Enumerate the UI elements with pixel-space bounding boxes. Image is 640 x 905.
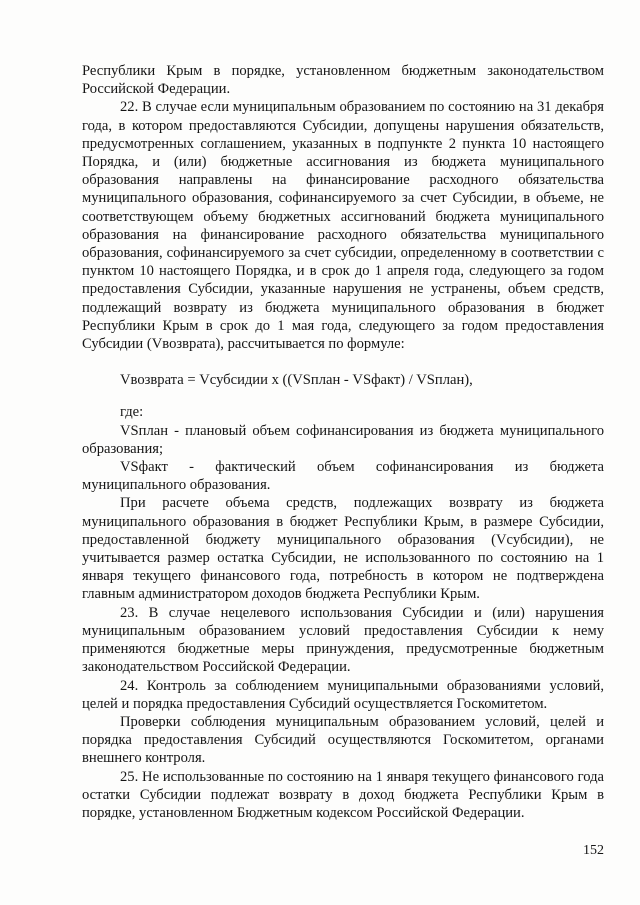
paragraph-23: 23. В случае нецелевого использования Субсидии и (или) нарушения муниципальным образованием условий предоставления Субсидии к нему применяются бюджетные меры принуждения, предусмотренные бюджетным законодательством Российской Федерации. <box>82 604 604 676</box>
paragraph-24: 24. Контроль за соблюдением муниципальными образованиями условий, целей и порядка предоставления Субсидий осуществляется Госкомитетом. <box>82 677 604 712</box>
formula-where-label: где: <box>120 404 144 421</box>
paragraph-25: 25. Не использованные по состоянию на 1 января текущего финансового года остатки Субсидии подлежат возврату в доход бюджета Республики Крым в порядке, установленном Бюджетным кодексом Российской Федерации. <box>82 768 604 821</box>
definition-vs-fact: VSфакт - фактический объем софинансирования из бюджета муниципального образования. <box>82 459 604 494</box>
page-number: 152 <box>583 843 604 858</box>
paragraph-inspections: Проверки соблюдения муниципальным образованием условий, целей и порядка предоставления Субсидий осуществляются Госкомитетом, органами внешнего контроля. <box>82 713 604 767</box>
formula: Vвозврата = Vсубсидии x ((VSплан - VSфакт) / VSплан), <box>120 372 473 389</box>
definition-vs-plan: VSплан - плановый объем софинансирования из бюджета муниципального образования; <box>82 422 604 457</box>
paragraph-22: 22. В случае если муниципальным образованием по состоянию на 31 декабря года, в котором предоставляются Субсидии, допущены нарушения обязательств, предусмотренных соглашением, указанных в подпункте 2 пункта 10 настоящего Порядка, и (или) бюджетные ассигнования из бюджета муниципального образования направлены на финансирование расходного обязательства муниципального образования, софинансируемого за счет Субсидии, в объеме, не соответствующем объему бюджетных ассигнований бюджета муниципального образования на финансирование расходного обязательства муниципального образования, софинансируемого за счет субсидии, определенному в соответствии с пунктом 10 настоящего Порядка, и в срок до 1 апреля года, следующего за годом предоставления Субсидии, указанные нарушения не устранены, объем средств, подлежащий возврату из бюджета муниципального образования в бюджет Республики Крым в срок до 1 мая года, следующего за годом предоставления Субсидии (Vвозврата), рассчитывается по формуле: <box>82 99 604 353</box>
paragraph-continuation: Республики Крым в порядке, установленном бюджетным законодательством Российской Федерации. <box>82 63 604 98</box>
document-body <box>82 62 604 822</box>
paragraph-calculation-note: При расчете объема средств, подлежащих возврату из бюджета муниципального образования в бюджет Республики Крым, в размере Субсидии, предоставленной бюджету муниципального образования (Vсубсидии), не учитывается размер остатка Субсидии, не использованного по состоянию на 1 января текущего финансового года, потребность в котором не подтверждена главным администратором доходов бюджета Республики Крым. <box>82 495 604 603</box>
